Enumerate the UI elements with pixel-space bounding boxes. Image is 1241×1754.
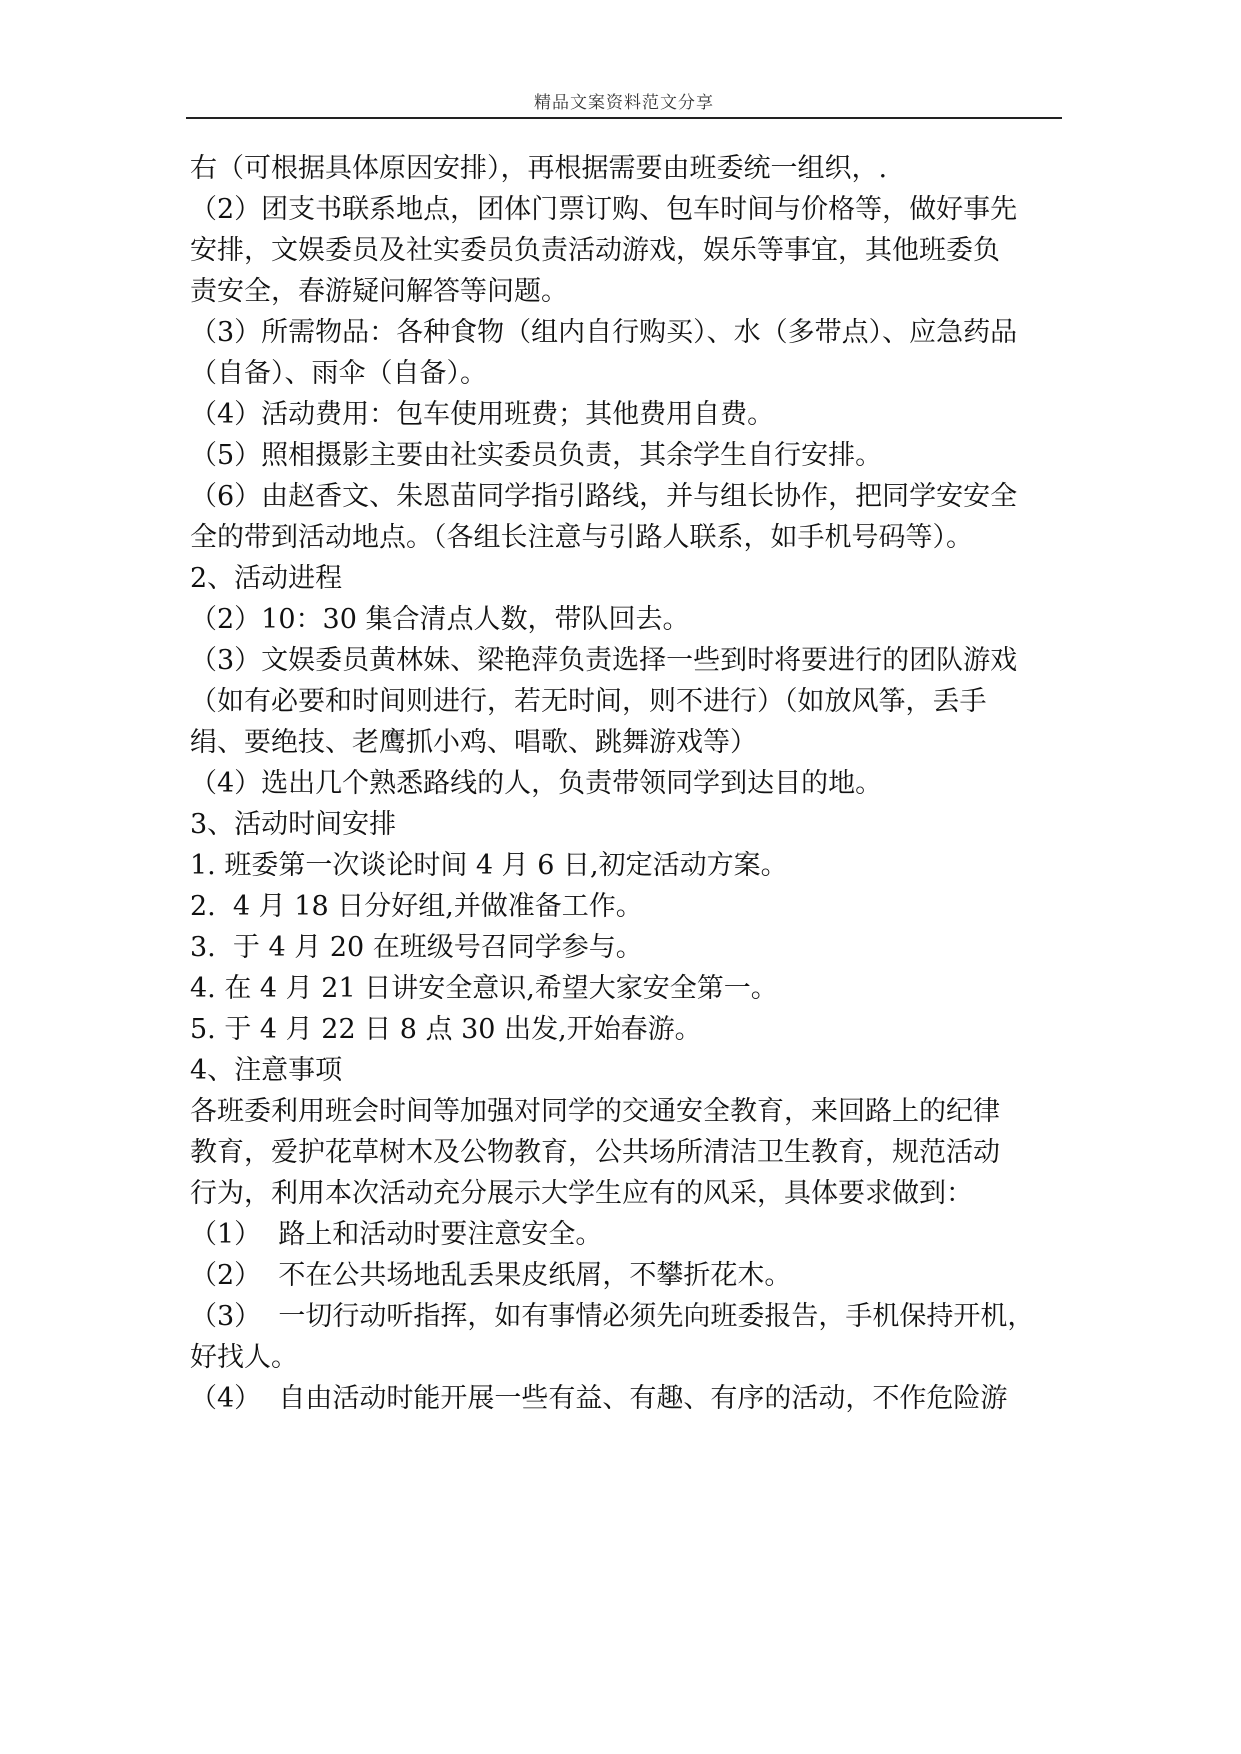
text-line: （3）文娱委员黄林妹、梁艳萍负责选择一些到时将要进行的团队游戏 [190,645,1018,676]
document-body [190,148,1062,1419]
section-heading: 3、活动时间安排 [190,809,397,840]
section-heading: 2、活动进程 [190,563,343,594]
text-line: 3. 于 4 月 20 在班级号召同学参与。 [190,932,643,963]
header-rule [186,117,1062,119]
text-line: （4）活动费用：包车使用班费；其他费用自费。 [190,399,775,430]
text-line: （2）团支书联系地点，团体门票订购、包车时间与价格等，做好事先 [190,194,1018,225]
text-line: （5）照相摄影主要由社实委员负责，其余学生自行安排。 [190,440,883,471]
text-line: 各班委利用班会时间等加强对同学的交通安全教育，来回路上的纪律 [190,1096,1000,1127]
text-line: （6）由赵香文、朱恩苗同学指引路线，并与组长协作，把同学安安全 [190,481,1018,512]
text-line: （2） 不在公共场地乱丢果皮纸屑，不攀折花木。 [190,1260,792,1291]
text-line: （1） 路上和活动时要注意安全。 [190,1219,603,1250]
page-header: 精品文案资料范文分享 [534,93,714,113]
text-line: （3）所需物品：各种食物（组内自行购买）、水（多带点）、应急药品 [190,317,1018,348]
text-line: （2）10：30 集合清点人数，带队回去。 [190,604,690,635]
section-heading: 4、注意事项 [190,1055,343,1086]
text-line: （4） 自由活动时能开展一些有益、有趣、有序的活动，不作危险游 [190,1383,1008,1414]
text-line: 绢、要绝技、老鹰抓小鸡、唱歌、跳舞游戏等） [190,727,757,758]
text-line: （3） 一切行动听指挥，如有事情必须先向班委报告，手机保持开机， [190,1301,1035,1332]
text-line: 安排，文娱委员及社实委员负责活动游戏，娱乐等事宜，其他班委负 [190,235,1000,266]
text-line: 4. 在 4 月 21 日讲安全意识,希望大家安全第一。 [190,973,778,1004]
text-line: 教育，爱护花草树木及公物教育，公共场所清洁卫生教育，规范活动 [190,1137,1000,1168]
text-line: 行为，利用本次活动充分展示大学生应有的风采，具体要求做到： [190,1178,973,1209]
text-line: 右（可根据具体原因安排），再根据需要由班委统一组织，. [190,153,888,184]
text-line: （4）选出几个熟悉路线的人，负责带领同学到达目的地。 [190,768,883,799]
text-line: 5. 于 4 月 22 日 8 点 30 出发,开始春游。 [190,1014,702,1045]
text-line: 责安全，春游疑问解答等问题。 [190,276,568,307]
text-line: 好找人。 [190,1342,298,1373]
text-line: （如有必要和时间则进行，若无时间，则不进行）（如放风筝，丢手 [190,686,987,717]
text-line: （自备）、雨伞（自备）。 [190,358,487,389]
text-line: 1. 班委第一次谈论时间 4 月 6 日,初定活动方案。 [190,850,788,881]
text-line: 全的带到活动地点。（各组长注意与引路人联系，如手机号码等）。 [190,522,973,553]
text-line: 2. 4 月 18 日分好组,并做准备工作。 [190,891,643,922]
